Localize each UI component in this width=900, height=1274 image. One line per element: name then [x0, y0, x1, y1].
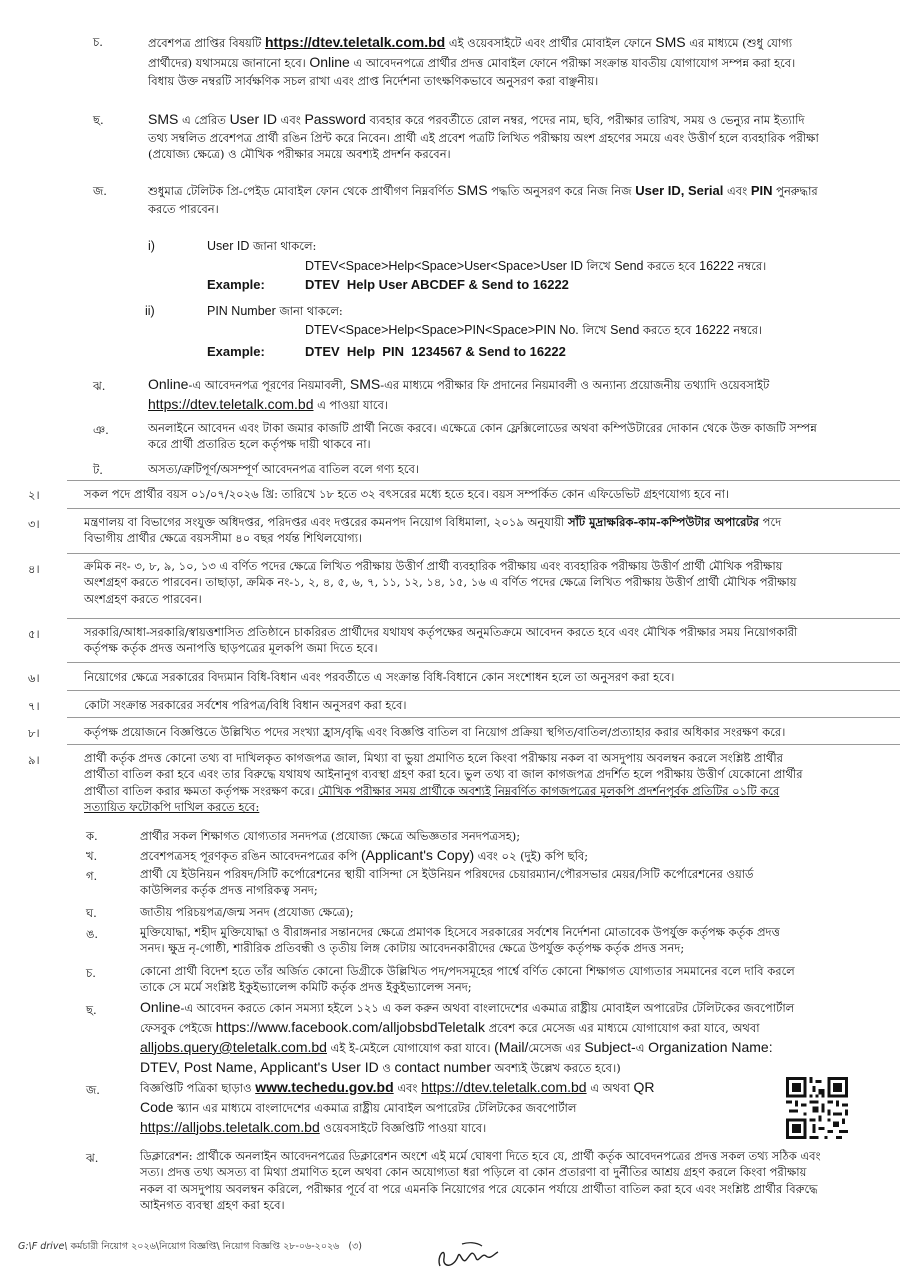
techedu-link[interactable]: www.techedu.gov.bd [255, 1079, 394, 1095]
doc-ng-label: ঙ. [86, 927, 99, 941]
divider [67, 662, 900, 663]
doc-g-text: প্রার্থী যে ইউনিয়ন পরিষদ/সিটি কর্পোরেশনের স্থায়ী বাসিন্দা সে ইউনিয়ন পরিষদের চেয়ারম্যান/পৌরসভার মেয়র/সিটি কর্পোরেশনের ওয়ার্ড কাউন্সিলর কর্তৃক প্রদত্ত নাগরিকত্ব সনদ; [140, 867, 754, 898]
doc-jh-label: ঝ. [86, 1151, 99, 1165]
divider [67, 618, 900, 619]
doc-chh-text: Online-এ আবেদন করতে কোন সমস্যা হইলে ১২১ এ কল করুন অথবা বাংলাদেশের একমাত্র রাষ্ট্রীয় মোবাইল অপারেটর টেলিটকের জবপোর্টাল ফেসবুক পেইজে https://www.facebook.com/alljobsbdTeletalk প্রবেশ করে মেসেজ এর মাধ্যমে যোগাযোগ করা যাবে, অথবা alljobs.query@teletalk.com.bd এই ই-মেইলে যোগাযোগ করা যাবে। (Mail/মেসেজ এর Subject-এ Organization Name: DTEV, Post Name, Applicant's User ID ও contact number অবশ্যই উল্লেখ করতে হবে।) [140, 999, 795, 1075]
doc-kh-text: প্রবেশপত্রসহ পূরণকৃত রঙিন আবেদনপত্রের কপি (Applicant's Copy) এবং ০২ (দুই) কপি ছবি; [140, 847, 589, 863]
divider [67, 690, 900, 691]
doc-gh-text: জাতীয় পরিচয়পত্র/জন্ম সনদ (প্রযোজ্য ক্ষেত্রে); [140, 905, 354, 919]
section-5-label: ৫। [28, 627, 40, 641]
sub-ii-example-label: Example: [207, 344, 265, 359]
divider [67, 508, 900, 509]
section-4-label: ৪। [28, 562, 40, 576]
doc-j-label: জ. [86, 1083, 100, 1097]
item-nio-label: ঞ. [93, 423, 109, 437]
section-4-text: ক্রমিক নং- ৩, ৮, ৯, ১০, ১৩ এ বর্ণিত পদের ক্ষেত্রে লিখিত পরীক্ষায় উত্তীর্ণ প্রার্থী ব্যবহারিক পরীক্ষায় এবং ব্যবহারিক পরীক্ষায় উত্তীর্ণ প্রার্থী মৌখিক পরীক্ষায় অংশগ্রহণ করতে পারবেন। তাছাড়া, ক্রমিক নং-১, ২, ৪, ৫, ৬, ৭, ১১, ১২, ১৪, ১৫, ১৬ এ বর্ণিত পদের ক্ষেত্রে লিখিত পরীক্ষায় উত্তীর্ণ প্রার্থী মৌখিক পরীক্ষায় অংশগ্রহণ করতে পারবেন। [84, 559, 797, 606]
item-chh-label: ছ. [93, 113, 104, 127]
dtev-link-3[interactable]: https://dtev.teletalk.com.bd [421, 1079, 587, 1095]
divider [67, 480, 900, 481]
qr-code-icon[interactable] [786, 1077, 848, 1139]
doc-ch-label: চ. [86, 966, 96, 980]
sub-ii-heading: PIN Number জানা থাকলে: [207, 304, 343, 318]
sub-ii-command: DTEV<Space>Help<Space>PIN<Space>PIN No. লিখে Send করতে হবে 16222 নম্বরে। [305, 323, 763, 337]
sub-ii-number: ii) [145, 304, 155, 318]
doc-ng-text: মুক্তিযোদ্ধা, শহীদ মুক্তিযোদ্ধা ও বীরাঙ্গনার সন্তানদের ক্ষেত্রে প্রমাণক হিসেবে সরকারের সর্বশেষ নির্দেশনা মোতাবেক উপর্যুক্ত কর্তৃপক্ষ কর্তৃক প্রদত্ত সনদ। ক্ষুদ্র নৃ-গোষ্ঠী, শারীরিক প্রতিবন্ধী ও তৃতীয় লিঙ্গ কোটায় আবেদনকারীদের ক্ষেত্রে উপর্যুক্ত কর্তৃপক্ষ কর্তৃক প্রদত্ত সনদ; [140, 925, 780, 956]
sub-ii-example-text: DTEV Help PIN 1234567 & Send to 16222 [305, 344, 566, 359]
divider [67, 553, 900, 554]
item-j-text: শুধুমাত্র টেলিটক প্রি-পেইড মোবাইল ফোন থেকে প্রার্থীগণ নিম্নবর্ণিত SMS পদ্ধতি অনুসরণ করে নিজ নিজ User ID, Serial এবং PIN পুনরুদ্ধার করতে পারবেন। [148, 182, 818, 216]
sub-i-command: DTEV<Space>Help<Space>User<Space>User ID লিখে Send করতে হবে 16222 নম্বরে। [305, 259, 767, 273]
email-link[interactable]: alljobs.query@teletalk.com.bd [140, 1038, 327, 1055]
item-t-label: ট. [93, 463, 103, 477]
signature-icon [432, 1238, 502, 1274]
sub-i-example-text: DTEV Help User ABCDEF & Send to 16222 [305, 277, 569, 292]
section-9-text: প্রার্থী কর্তৃক প্রদত্ত কোনো তথ্য বা দাখিলকৃত কাগজপত্র জাল, মিথ্যা বা ভুয়া প্রমাণিত হলে কিংবা পরীক্ষায় নকল বা অসদুপায় অবলম্বন করলে সংশ্লিষ্ট প্রার্থীর প্রার্থীতা বাতিল করা হবে এবং তার বিরুদ্ধে যথাযথ আইনানুগ ব্যবস্থা গ্রহণ করা হবে। ভুল তথ্য বা জাল কাগজপত্র প্রদর্শিত হলে পরীক্ষায় উত্তীর্ণ যেকোনো প্রার্থীর প্রার্থীতা বাতিল করার ক্ষমতা কর্তৃপক্ষ সংরক্ষণ করে। মৌখিক পরীক্ষার সময় প্রার্থীকে অবশ্যই নিম্নবর্ণিত কাগজপত্রের মূলকপি প্রদর্শনপূর্বক প্রতিটির ০১টি করে সত্যায়িত ফটোকপি দাখিল করতে হবে: [84, 751, 803, 814]
section-9-label: ৯। [28, 753, 40, 767]
item-jh-label: ঝ. [93, 379, 106, 393]
section-3-text: মন্ত্রণালয় বা বিভাগের সংযুক্ত অধিদপ্তর, পরিদপ্তর এবং দপ্তরের কমনপদ নিয়োগ বিধিমালা, ২০১৯ অনুযায়ী সাঁট মুদ্রাক্ষরিক-কাম-কম্পিউটার অপারেটর পদে বিভাগীয় প্রার্থীর ক্ষেত্রে বয়সসীমা ৪০ বছর পর্যন্ত শিথিলযোগ্য। [84, 515, 782, 546]
section-2-label: ২। [28, 488, 40, 502]
doc-kh-label: খ. [86, 849, 98, 863]
doc-ch-text: কোনো প্রার্থী বিদেশ হতে তাঁর অর্জিত কোনো ডিগ্রীকে উল্লিখিত পদ/পদসমূহের পার্শ্বে বর্ণিত কোনো শিক্ষাগত যোগ্যতার সমমানের বলে দাবি করলে তাকে সে মর্মে সংশ্লিষ্ট ইকুইভ্যালেন্স কমিটি কর্তৃক প্রদত্ত ইকুইভ্যালেন্স সনদ; [140, 964, 795, 995]
divider [67, 744, 900, 745]
section-3-label: ৩। [28, 517, 40, 531]
dtev-link[interactable]: https://dtev.teletalk.com.bd [264, 34, 446, 50]
item-ch-text: প্রবেশপত্র প্রাপ্তির বিষয়টি https://dtev.teletalk.com.bd এই ওয়েবসাইটে এবং প্রার্থীর মোবাইল ফোনে SMS এর মাধ্যমে (শুধু যোগ্য প্রার্থীদের) যথাসময়ে জানানো হবে। Online এ আবেদনপত্রে প্রার্থীর প্রদত্ত মোবাইল ফোনে পরীক্ষা সংক্রান্ত যাবতীয় যোগাযোগ সম্পন্ন করা হবে। বিধায় উক্ত নম্বরটি সার্বক্ষণিক সচল রাখা এবং প্রাপ্ত নির্দেশনা তাৎক্ষণিকভাবে অনুসরণ করা বাঞ্ছনীয়। [148, 34, 796, 88]
sub-i-example-label: Example: [207, 277, 265, 292]
divider [67, 717, 900, 718]
doc-k-text: প্রার্থীর সকল শিক্ষাগত যোগ্যতার সনদপত্র (প্রযোজ্য ক্ষেত্রে অভিজ্ঞতার সনদপত্রসহ); [140, 829, 521, 843]
section-8-label: ৮। [28, 726, 40, 740]
item-chh-text: SMS এ প্রেরিত User ID এবং Password ব্যবহার করে পরবর্তীতে রোল নম্বর, পদের নাম, ছবি, পরীক্ষার তারিখ, সময় ও ভেন্যুর নাম ইত্যাদি তথ্য সম্বলিত প্রবেশপত্র প্রার্থী রঙিন প্রিন্ট করে নিবেন। প্রার্থী এই প্রবেশ পত্রটি লিখিত পরীক্ষায় অংশ গ্রহণের সময়ে এবং উত্তীর্ণ হলে ব্যবহারিক পরীক্ষা (প্রযোজ্য ক্ষেত্রে) ও মৌখিক পরীক্ষার সময়ে অবশ্যই প্রদর্শন করবেন। [148, 111, 819, 162]
section-7-label: ৭। [28, 699, 40, 713]
section-6-text: নিয়োগের ক্ষেত্রে সরকারের বিদ্যমান বিধি-বিধান এবং পরবর্তীতে এ সংক্রান্ত বিধি-বিধানে কোন সংশোধন হলে তা অনুসরণ করা হবে। [84, 670, 675, 684]
section-8-text: কর্তৃপক্ষ প্রয়োজনে বিজ্ঞপ্তিতে উল্লিখিত পদের সংখ্যা হ্রাস/বৃদ্ধি এবং বিজ্ঞপ্তি বাতিল বা নিয়োগ প্রক্রিয়া স্থগিত/বাতিল/প্রত্যাহার করার অধিকার সংরক্ষণ করে। [84, 725, 786, 739]
item-j-label: জ. [93, 184, 107, 198]
doc-g-label: গ. [86, 869, 98, 883]
footer-path: G:\F drive\ কর্মচারী নিয়োগ ২০২৬\নিয়োগ বিজ্ঞপ্তি\ নিয়োগ বিজ্ঞপ্তি ২৮-০৬-২০২৬ (৩) [18, 1241, 363, 1252]
section-2-text: সকল পদে প্রার্থীর বয়স ০১/০৭/২০২৬ খ্রি: তারিখে ১৮ হতে ৩২ বৎসরের মধ্যে হতে হবে। বয়স সম্পর্কিত কোন এফিডেভিট গ্রহণযোগ্য হবে না। [84, 487, 730, 501]
section-5-text: সরকারি/আধা-সরকারি/স্বায়ত্তশাসিত প্রতিষ্ঠানে চাকরিরত প্রার্থীদের যথাযথ কর্তৃপক্ষের অনুমতিক্রমে আবেদন করতে হবে এবং মৌখিক পরীক্ষার সময় নিয়োগকারী কর্তৃপক্ষ কর্তৃক প্রদত্ত অনাপত্তি ছাড়পত্রের মূলকপি জমা দিতে হবে। [84, 625, 798, 656]
doc-chh-label: ছ. [86, 1003, 97, 1017]
item-jh-text: Online-এ আবেদনপত্র পূরণের নিয়মাবলী, SMS-এর মাধ্যমে পরীক্ষার ফি প্রদানের নিয়মাবলী ও অন্যান্য প্রয়োজনীয় তথ্যাদি ওয়েবসাইট https://dtev.teletalk.com.bd এ পাওয়া যাবে। [148, 376, 770, 412]
doc-jh-text: ডিক্লারেশন: প্রার্থীকে অনলাইন আবেদনপত্রের ডিক্লারেশন অংশে এই মর্মে ঘোষণা দিতে হবে যে, প্রার্থী কর্তৃক আবেদনপত্রের প্রদত্ত সকল তথ্য সঠিক এবং সত্য। প্রদত্ত তথ্য অসত্য বা মিথ্যা প্রমাণিত হলে অথবা কোন অযোগ্যতা ধরা পড়িলে বা কোন প্রতারণা বা দুর্নীতির আশ্রয় গ্রহণ করলে কিংবা পরীক্ষায় নকল বা অসদুপায় অবলম্বন করিলে, পরীক্ষার পূর্বে বা পরে এমনকি নিয়োগের পরে যেকোন পর্যায়ে প্রার্থীতা বাতিল করা হবে এবং সংশ্লিষ্ট প্রার্থীর বিরুদ্ধে আইনগত ব্যবস্থা গ্রহণ করা হবে। [140, 1149, 821, 1212]
doc-k-label: ক. [86, 829, 98, 843]
facebook-link[interactable]: https://www.facebook.com/alljobsbdTeletalk [215, 1018, 486, 1035]
item-nio-text: অনলাইনে আবেদন এবং টাকা জমার কাজটি প্রার্থী নিজে করবে। এক্ষেত্রে কোন ফ্লেক্সিলোডের অথবা কম্পিউটারের দোকান থেকে উক্ত কাজটি সম্পন্ন করে প্রার্থী প্রতারিত হলে কর্তৃপক্ষ দায়ী থাকবে না। [148, 421, 817, 452]
dtev-link-2[interactable]: https://dtev.teletalk.com.bd [148, 395, 314, 412]
section-7-text: কোটা সংক্রান্ত সরকারের সর্বশেষ পরিপত্র/বিধি বিধান অনুসরণ করা হবে। [84, 698, 407, 712]
sub-i-heading: User ID জানা থাকলে: [207, 239, 317, 253]
doc-j-text: বিজ্ঞপ্তিটি পত্রিকা ছাড়াও www.techedu.gov.bd এবং https://dtev.teletalk.com.bd এ অথবা QR Code স্ক্যান এর মাধ্যমে বাংলাদেশের একমাত্র রাষ্ট্রীয় মোবাইল অপারেটর টেলিটকের জবপোর্টাল https://alljobs.teletalk.com.bd ওয়েবসাইটে বিজ্ঞপ্তিটি পাওয়া যাবে। [140, 1079, 655, 1135]
doc-gh-label: ঘ. [86, 906, 97, 920]
alljobs-link[interactable]: https://alljobs.teletalk.com.bd [140, 1118, 320, 1135]
section-6-label: ৬। [28, 671, 40, 685]
sub-i-number: i) [148, 239, 155, 253]
item-ch-label: চ. [93, 35, 103, 49]
item-t-text: অসত্য/ত্রুটিপূর্ণ/অসম্পূর্ণ আবেদনপত্র বাতিল বলে গণ্য হবে। [148, 462, 419, 476]
